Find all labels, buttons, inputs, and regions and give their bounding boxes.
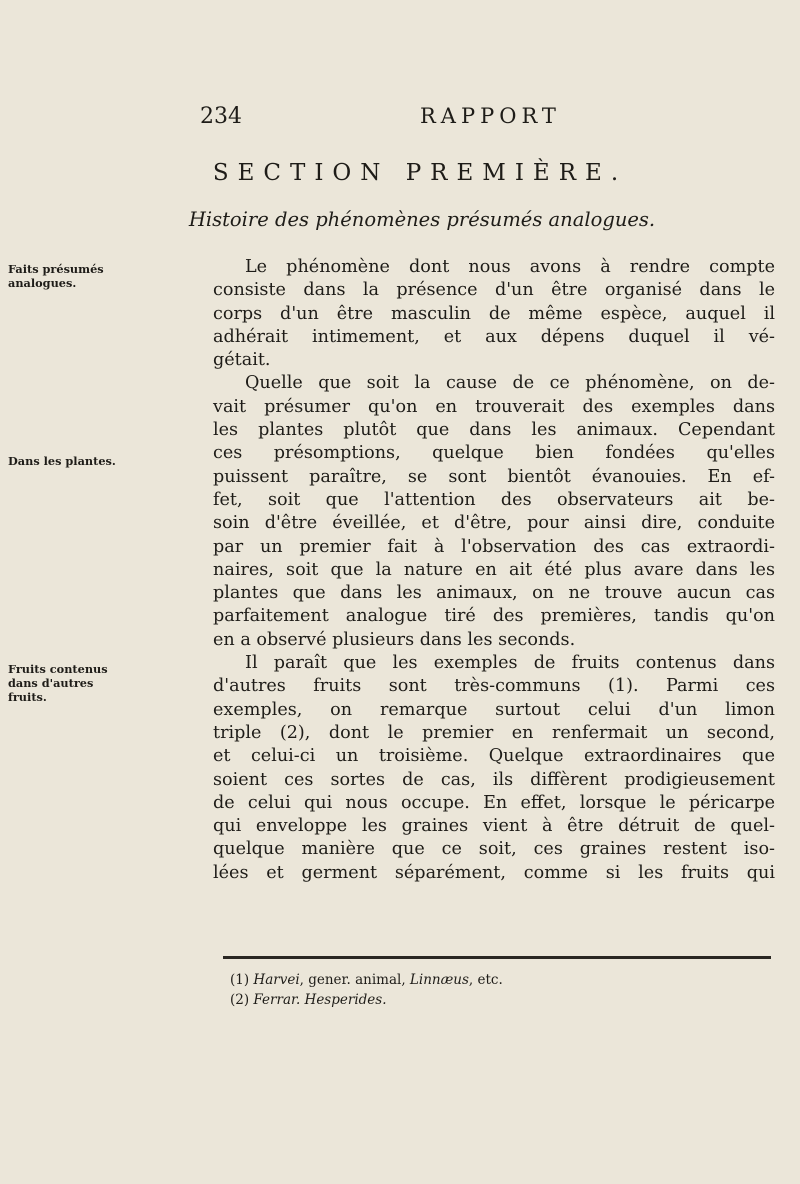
text-line: Quelle que soit la cause de ce phénomène, on de- (245, 373, 775, 394)
footnote-text: , etc. (468, 972, 503, 988)
text-line: puissent paraître, se sont bientôt évanouies. En ef- (213, 466, 775, 487)
text-line: fet, soit que l'attention des observateurs ait be- (213, 489, 775, 510)
text-line: d'autres fruits sont très-communs (1). Parmi ces (213, 676, 775, 697)
text-line: par un premier fait à l'observation des cas extraordi- (213, 536, 775, 557)
body-text (213, 256, 775, 885)
text-line: corps d'un être masculin de même espèce, auquel il (213, 303, 775, 324)
margin-note-in-plants: Dans les plantes. (8, 454, 116, 468)
text-line: gétait. (213, 350, 271, 371)
text-line: et celui-ci un troisième. Quelque extraordinaires que (213, 746, 775, 767)
footnote-marker: (1) (230, 972, 250, 988)
footnote-author: Linnæus (409, 972, 469, 988)
footnotes (230, 970, 503, 1010)
footnote-author: Ferrar. Hesperides. (253, 992, 387, 1008)
text-line: triple (2), dont le premier en renfermait un second, (213, 722, 775, 743)
section-title: SECTION PREMIÈRE. (212, 160, 628, 186)
section-subtitle: Histoire des phénomènes présumés analogues. (188, 208, 656, 231)
text-line: parfaitement analogue tiré des premières, tandis qu'on (213, 606, 775, 627)
text-line: qui enveloppe les graines vient à être détruit de quel- (213, 816, 775, 837)
margin-note-analogous-facts: Faits présumés analogues. (8, 262, 104, 290)
footnote (230, 990, 503, 1010)
text-line: exemples, on remarque surtout celui d'un limon (213, 699, 775, 720)
text-line: lées et germent séparément, comme si les fruits qui (213, 862, 775, 883)
text-line: les plantes plutôt que dans les animaux. Cependant (213, 420, 775, 441)
text-line: de celui qui nous occupe. En effet, lorsque le péricarpe (213, 792, 775, 813)
text-line: plantes que dans les animaux, on ne trouve aucun cas (213, 583, 775, 604)
footnote (230, 970, 503, 990)
text-line: naires, soit que la nature en ait été plus avare dans les (213, 559, 775, 580)
footnote-author: Harvei (253, 972, 300, 988)
running-title: RAPPORT (420, 104, 561, 128)
margin-note-nested-fruits: Fruits contenus dans d'autres fruits. (8, 662, 108, 704)
footnote-text: , gener. animal, (299, 972, 410, 988)
text-line: ces présomptions, quelque bien fondées qu'elles (213, 443, 775, 464)
text-line: Le phénomène dont nous avons à rendre compte (245, 257, 775, 277)
text-line: vait présumer qu'on en trouverait des exemples dans (213, 396, 775, 417)
text-line: quelque manière que ce soit, ces graines restent iso- (213, 839, 775, 860)
footnote-marker: (2) (230, 992, 250, 1008)
page-number: 234 (200, 104, 242, 129)
text-line: soin d'être éveillée, et d'être, pour ainsi dire, conduite (213, 513, 775, 534)
text-line: adhérait intimement, et aux dépens duquel il vé- (213, 326, 775, 347)
text-line: consiste dans la présence d'un être organisé dans le (213, 280, 775, 301)
text-line: Il paraît que les exemples de fruits contenus dans (245, 653, 775, 674)
text-line: en a observé plusieurs dans les seconds. (213, 629, 576, 650)
footnote-rule (223, 956, 771, 959)
text-line: soient ces sortes de cas, ils diffèrent prodigieusement (213, 769, 775, 790)
